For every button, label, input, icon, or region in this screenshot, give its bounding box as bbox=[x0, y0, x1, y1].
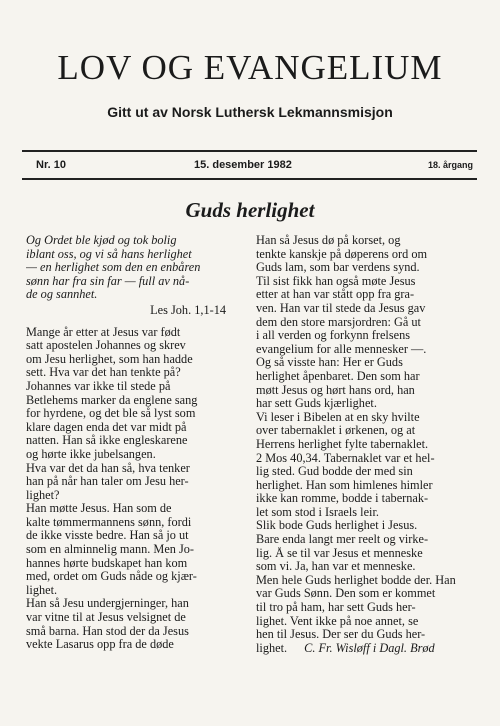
bible-verse bbox=[26, 234, 236, 302]
text-line: hannes hørte budskapet han kom bbox=[26, 556, 188, 570]
left-column bbox=[26, 234, 236, 652]
text-line: lig sted. Gud bodde der med sin bbox=[256, 465, 413, 479]
text-line: Han så Jesus dø på korset, og bbox=[256, 234, 401, 247]
text-line: var vitne til at Jesus velsignet de bbox=[26, 611, 186, 625]
closing-word: lighet. bbox=[256, 641, 288, 655]
text-line: Betlehems marker da englene sang bbox=[26, 393, 198, 407]
issue-bar bbox=[22, 150, 477, 180]
verse-reference: Les Joh. 1,1-14 bbox=[150, 302, 226, 317]
text-line: små barna. Han stod der da Jesus bbox=[26, 624, 189, 638]
text-line: Men hele Guds herlighet bodde der. Han bbox=[256, 573, 456, 587]
text-line: Han møtte Jesus. Han som de bbox=[26, 502, 172, 516]
text-line: møtt Jesus og hørt hans ord, han bbox=[256, 383, 415, 397]
right-column bbox=[256, 234, 466, 655]
text-line: sønn har fra sin far — full av nå- bbox=[26, 274, 190, 288]
text-line: etter at han var stått opp fra gra- bbox=[256, 288, 415, 302]
issue-volume: 18. årgang bbox=[427, 160, 473, 170]
text-line: til tro på ham, har sett Guds her- bbox=[256, 601, 416, 615]
text-line: Johannes var ikke til stede på bbox=[26, 379, 171, 393]
text-line: Og Ordet ble kjød og tok bolig bbox=[26, 234, 177, 247]
text-line: iblant oss, og vi så hans herlighet bbox=[26, 247, 192, 261]
masthead-subtitle: Gitt ut av Norsk Luthersk Lekmannsmisjon bbox=[107, 104, 393, 120]
text-line: 2 Mos 40,34. Tabernaklet var et hel- bbox=[256, 451, 435, 465]
text-line: var Guds Sønn. Den som er kommet bbox=[256, 587, 436, 601]
text-line: sett. Hva var det han tenkte på? bbox=[26, 366, 181, 380]
text-line: ven. Han var til stede da Jesus gav bbox=[256, 301, 426, 315]
text-line: herlighet åpenbaret. Den som har bbox=[256, 369, 420, 383]
text-line: let som stod i Israels leir. bbox=[256, 505, 379, 519]
text-line: ikke kan romme, bodde i tabernak- bbox=[256, 492, 429, 506]
text-line: de ikke visste bedre. Han så jo ut bbox=[26, 529, 189, 543]
text-line: Herrens herlighet fylte tabernaklet. bbox=[256, 437, 429, 451]
text-line: har sett Guds kjærlighet. bbox=[256, 397, 377, 411]
masthead-title: LOV OG EVANGELIUM bbox=[57, 48, 443, 87]
text-line: og hørte ikke jubelsangen. bbox=[26, 447, 156, 461]
signature: C. Fr. Wisløff i Dagl. Brød bbox=[304, 641, 435, 655]
text-line: som en alminnelig mann. Men Jo- bbox=[26, 543, 195, 557]
text-line: Bare enda langt mer reelt og virke- bbox=[256, 533, 429, 547]
text-line: for hyrdene, og det ble så lyst som bbox=[26, 407, 196, 421]
text-line: om Jesu herlighet, som han hadde bbox=[26, 352, 193, 366]
closing-line bbox=[256, 642, 466, 656]
text-line: herlighet. Han som himlenes himler bbox=[256, 478, 433, 492]
text-line: Guds lam, som bar verdens synd. bbox=[256, 261, 420, 275]
text-line: vekte Lasarus opp fra de døde bbox=[26, 638, 174, 652]
text-line: over tabernaklet i ørkenen, og at bbox=[256, 424, 416, 438]
text-line: lighet. Vent ikke på noe annet, se bbox=[256, 614, 419, 628]
text-line: hen til Jesus. Der ser du Guds her- bbox=[256, 628, 426, 642]
text-line: Og så visste han: Her er Guds bbox=[256, 356, 403, 370]
text-line: evangelium for alle mennesker —. bbox=[256, 342, 427, 356]
text-line: kalte tømmermannens sønn, fordi bbox=[26, 515, 192, 529]
text-line: dem den store marsjordren: Gå ut bbox=[256, 315, 421, 329]
text-line: — en herlighet som den en enbåren bbox=[26, 261, 201, 275]
issue-date: 15. desember 1982 bbox=[194, 159, 292, 171]
text-line: tenkte kanskje på døperens ord om bbox=[256, 247, 428, 261]
text-line: lighet? bbox=[26, 488, 60, 502]
article-title: Guds herlighet bbox=[185, 198, 315, 222]
text-line: Slik bode Guds herlighet i Jesus. bbox=[256, 519, 418, 533]
text-line: Han så Jesu undergjerninger, han bbox=[26, 597, 189, 611]
text-line: satt apostelen Johannes og skrev bbox=[26, 339, 186, 353]
text-line: Til sist fikk han også møte Jesus bbox=[256, 274, 416, 288]
text-line: Vi leser i Bibelen at en sky hvilte bbox=[256, 410, 420, 424]
text-line: med, ordet om Guds nåde og kjær- bbox=[26, 570, 197, 584]
issue-number: Nr. 10 bbox=[36, 159, 66, 171]
text-line: de og sannhet. bbox=[26, 288, 98, 302]
text-line: lighet. bbox=[26, 583, 58, 597]
text-line: i all verden og forkynn frelsens bbox=[256, 329, 411, 343]
text-line: han på når han taler om Jesu her- bbox=[26, 475, 189, 489]
text-line: klare dagen enda det var midt på bbox=[26, 420, 187, 434]
text-line: lig. Å se til var Jesus et menneske bbox=[256, 546, 423, 560]
text-line: Mange år etter at Jesus var født bbox=[26, 325, 181, 339]
left-body-text bbox=[26, 326, 236, 652]
right-body-text bbox=[256, 234, 466, 642]
text-line: som vi. Ja, han var et menneske. bbox=[256, 560, 416, 574]
text-line: natten. Han så ikke engleskarene bbox=[26, 434, 188, 448]
text-line: Hva var det da han så, hva tenker bbox=[26, 461, 190, 475]
